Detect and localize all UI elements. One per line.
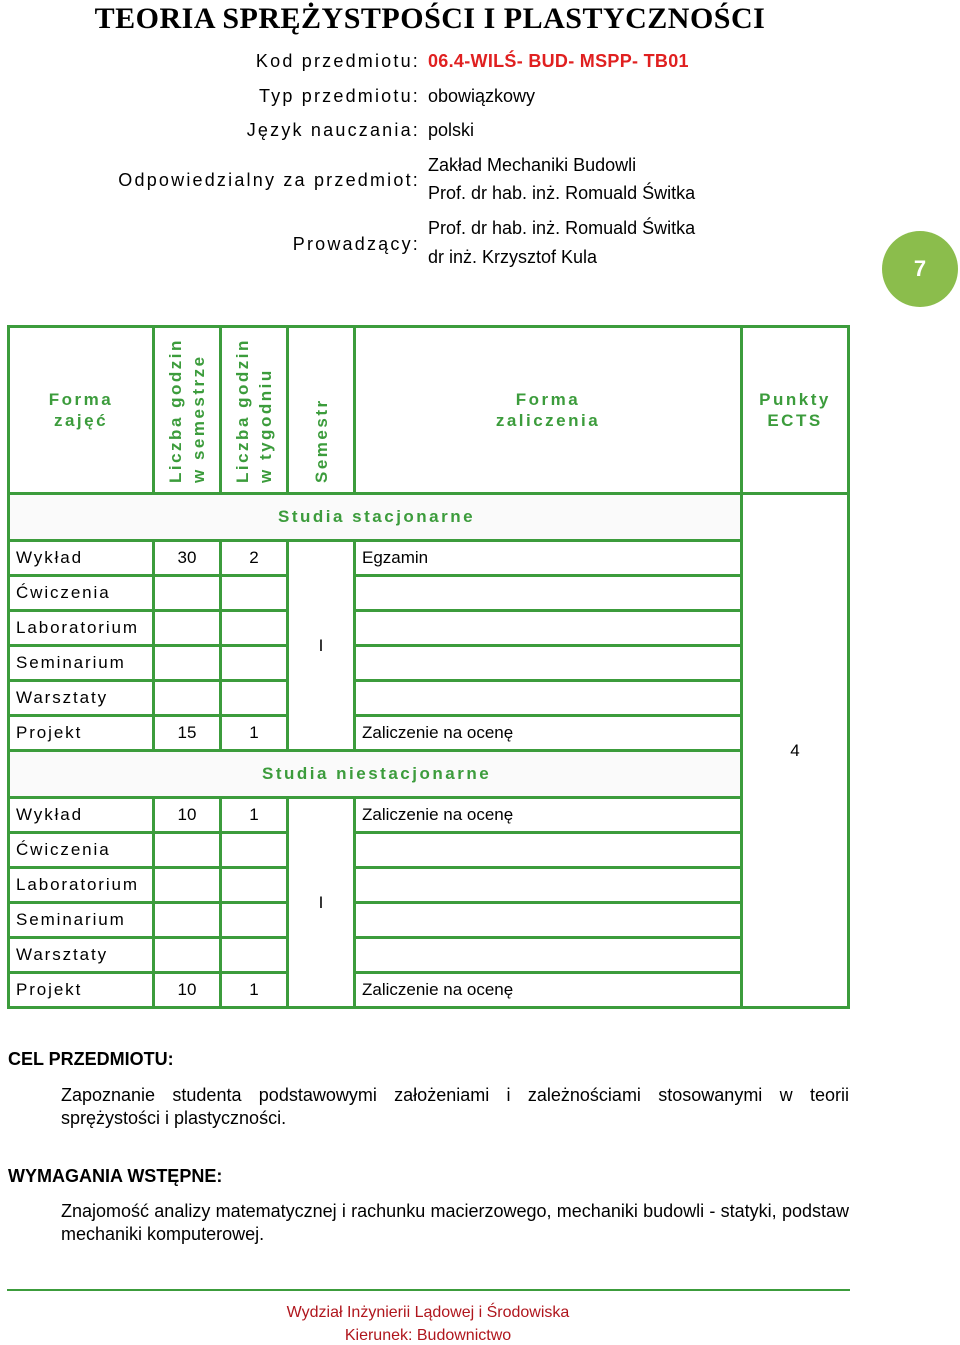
row-godz-sem (154, 833, 221, 868)
header-forma-zaliczenia: Forma zaliczenia (355, 327, 742, 494)
cel-text: Zapoznanie studenta podstawowymi założeniami i zależnościami stosowanymi w teorii sprężystości i plastyczności. (61, 1085, 849, 1128)
row-godz-sem: 15 (154, 716, 221, 751)
row-godz-sem (154, 681, 221, 716)
row-forma: Laboratorium (9, 868, 154, 903)
semestr-stacjonarne: I (288, 541, 355, 751)
row-forma: Seminarium (9, 903, 154, 938)
row-godz-sem: 10 (154, 973, 221, 1008)
prowadzacy-value-1: Prof. dr hab. inż. Romuald Świtka (428, 218, 696, 238)
row-zaliczenie (355, 938, 742, 973)
row-forma: Warsztaty (9, 681, 154, 716)
row-zaliczenie (355, 576, 742, 611)
header-liczba-godzin-tydzien: Liczba godzin w tygodniu (221, 327, 288, 494)
row-zaliczenie (355, 611, 742, 646)
kod-label: Kod przedmiotu: (255, 51, 420, 71)
row-godz-tyg: 1 (221, 973, 288, 1008)
row-forma: Warsztaty (9, 938, 154, 973)
kod-value: 06.4-WILŚ- BUD- MSPP- TB01 (428, 51, 689, 71)
row-godz-tyg: 2 (221, 541, 288, 576)
row-godz-sem (154, 576, 221, 611)
table-row (9, 833, 849, 868)
odpowiedzialny-value-1: Zakład Mechaniki Budowli (428, 155, 637, 175)
row-godz-tyg: 1 (221, 798, 288, 833)
section-niestacjonarne: Studia niestacjonarne (9, 751, 742, 798)
table-row (9, 973, 849, 1008)
table-header-row (9, 327, 849, 494)
table-row (9, 576, 849, 611)
row-forma: Projekt (9, 973, 154, 1008)
footer-kierunek: Kierunek: Budownictwo (344, 1327, 512, 1344)
table-row (9, 868, 849, 903)
jezyk-label: Język nauczania: (246, 120, 420, 140)
row-zaliczenie: Zaliczenie na ocenę (355, 973, 742, 1008)
table-row (9, 611, 849, 646)
row-forma: Ćwiczenia (9, 833, 154, 868)
row-forma: Seminarium (9, 646, 154, 681)
row-forma: Wykład (9, 541, 154, 576)
row-godz-tyg (221, 868, 288, 903)
row-godz-sem (154, 938, 221, 973)
wymagania-text: Znajomość analizy matematycznej i rachunku macierzowego, mechaniki budowli - statyki, podstaw mechaniki komputerowej. (61, 1201, 849, 1244)
row-godz-tyg: 1 (221, 716, 288, 751)
row-forma: Wykład (9, 798, 154, 833)
table-row (9, 681, 849, 716)
table-row (9, 716, 849, 751)
wymagania-heading: WYMAGANIA WSTĘPNE: (8, 1166, 223, 1186)
row-zaliczenie (355, 681, 742, 716)
row-zaliczenie (355, 868, 742, 903)
typ-value: obowiązkowy (428, 86, 536, 106)
jezyk-value: polski (428, 120, 475, 140)
row-godz-sem (154, 868, 221, 903)
row-godz-tyg (221, 938, 288, 973)
row-godz-tyg (221, 611, 288, 646)
prowadzacy-value-2: dr inż. Krzysztof Kula (428, 247, 598, 267)
header-liczba-godzin-semestr: Liczba godzin w semestrze (154, 327, 221, 494)
row-godz-sem: 30 (154, 541, 221, 576)
section-stacjonarne: Studia stacjonarne (9, 494, 742, 541)
row-godz-tyg (221, 576, 288, 611)
header-forma-zajec: Forma zajęć (9, 327, 154, 494)
row-godz-tyg (221, 903, 288, 938)
row-forma: Laboratorium (9, 611, 154, 646)
row-godz-sem (154, 646, 221, 681)
row-godz-sem (154, 903, 221, 938)
page-title: TEORIA SPRĘŻYSTPOŚCI I PLASTYCZNOŚCI (94, 2, 766, 35)
row-forma: Ćwiczenia (9, 576, 154, 611)
footer-faculty: Wydział Inżynierii Lądowej i Środowiska (286, 1304, 570, 1321)
course-hours-table (7, 325, 850, 1009)
odpowiedzialny-label: Odpowiedzialny za przedmiot: (118, 170, 420, 190)
row-godz-sem: 10 (154, 798, 221, 833)
table-row (9, 903, 849, 938)
row-zaliczenie: Egzamin (355, 541, 742, 576)
credits-badge: 7 (882, 231, 958, 307)
table-row (9, 938, 849, 973)
odpowiedzialny-value-2: Prof. dr hab. inż. Romuald Świtka (428, 183, 696, 203)
prowadzacy-label: Prowadzący: (292, 234, 420, 254)
semestr-niestacjonarne: I (288, 798, 355, 1008)
row-zaliczenie: Zaliczenie na ocenę (355, 716, 742, 751)
cel-heading: CEL PRZEDMIOTU: (8, 1049, 174, 1069)
row-godz-sem (154, 611, 221, 646)
row-godz-tyg (221, 681, 288, 716)
row-godz-tyg (221, 646, 288, 681)
header-punkty-ects: Punkty ECTS (742, 327, 849, 494)
row-godz-tyg (221, 833, 288, 868)
typ-label: Typ przedmiotu: (258, 86, 420, 106)
table-row (9, 798, 849, 833)
row-zaliczenie (355, 833, 742, 868)
ects-value: 4 (742, 494, 849, 1008)
row-zaliczenie (355, 646, 742, 681)
row-zaliczenie: Zaliczenie na ocenę (355, 798, 742, 833)
header-semestr: Semestr (288, 327, 355, 494)
section-row-stacjonarne (9, 494, 849, 541)
footer-divider (7, 1289, 850, 1291)
section-row-niestacjonarne (9, 751, 849, 798)
table-row (9, 541, 849, 576)
row-zaliczenie (355, 903, 742, 938)
table-row (9, 646, 849, 681)
row-forma: Projekt (9, 716, 154, 751)
